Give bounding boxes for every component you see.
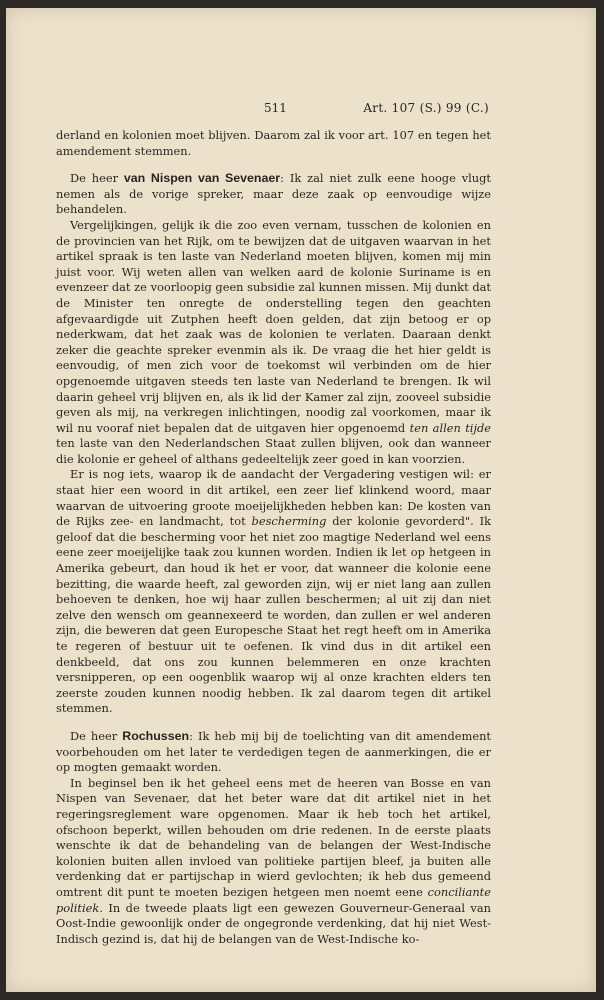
speaker-text: : Ik zal niet zulk eene hooge vlugt nemen als de vorige spreker, maar deze zaak op eenvoudige wijze behandelen. bbox=[56, 171, 491, 217]
speaker-name: van Nispen van Sevenaer bbox=[123, 171, 281, 186]
italic-phrase: bescherming bbox=[251, 514, 327, 529]
document-page bbox=[6, 8, 596, 992]
paragraph-text: In beginsel ben ik het geheel eens met de heeren van Bosse en van Nispen van Sevenaer, dat het beter ware dat dit artikel niet in het regeringsreglement ware opgenomen. Maar ik heb toch het artikel, ofschoon beperkt, willen behouden om drie redenen. In de eerste plaats wenschte ik dat de behandeling van de belangen der West-Indische kolonien buiten allen invloed van politieke partijen bleef, ja buiten alle verdenking dat er partijschap in wierd gevlochten; ik heb dus gemeend omtrent dit punt te moeten bezigen hetgeen men noemt eene bbox=[56, 775, 491, 899]
article-reference: Art. 107 (S.) 99 (C.) bbox=[363, 101, 489, 115]
body-text bbox=[56, 128, 491, 947]
paragraph bbox=[56, 776, 491, 948]
spacer bbox=[56, 717, 491, 729]
paragraph-text: Er is nog iets, waarop ik de aandacht der Vergadering vestigen wil: er staat hier een woord in dit artikel, een zeer lief klinkend woord, maar waarvan de uitvoering groote moeijelijkheden hebben kan: De kosten van de Rijks zee- en landmacht, tot bbox=[56, 467, 491, 529]
paragraph-speaker-rochussen bbox=[56, 729, 491, 776]
paragraph-text: der kolonie gevorderd". Ik geloof dat die bescherming voor het niet zoo magtige Nederland wel eens eene zeer moeijelijke taak zou kunnen worden. Indien ik let op hetgeen in Amerika gebeurt, dan houd ik het er voor, dat wanneer die kolonie eene bezitting, die waarde heeft, zal geworden zijn, wij er niet lang aan zullen behoeven te denken, hoe wij haar zullen beschermen; al uit zij dan niet zelve den wensch om geannexeerd te worden, dan zullen er wel anderen zijn, die beweren dat geen Europesche Staat het regt heeft om in Amerika te regeren of bestuur uit te oefenen. Ik vind dus in dit artikel een denkbeeld, dat ons zou kunnen belemmeren en onze krachten versnipperen, op een oogenblik waarop wij al onze krachten elders ten zeerste zouden kunnen noodig hebben. Ik zal daarom tegen dit artikel stemmen. bbox=[56, 514, 491, 716]
speaker-intro: De heer bbox=[70, 171, 124, 186]
paragraph-text: . In de tweede plaats ligt een gewezen Gouverneur-Generaal van Oost-Indie gewoonlijk onder de ongegronde verdenking, dat hij niet West-Indisch gezind is, dat hij de belangen van de West-Indische ko- bbox=[56, 900, 491, 946]
paragraph-text: Vergelijkingen, gelijk ik die zoo even vernam, tusschen de kolonien en de provincien van het Rijk, om te bewijzen dat de uitgaven waarvan in het artikel spraak is ten laste van Nederland moeten blijven, komen mij min juist voor. Wij weten allen van welken aard de kolonie Suriname is en evenzeer dat ze voorloopig geen subsidie zal kunnen missen. Mij dunkt dat de Minister ten onregte de onderstelling tegen den geachten afgevaardigde uit Zutphen heeft doen gelden, dat zijn betoog er op nederkwam, dat het zaak was de kolonien te verlaten. Daaraan denkt zeker die geachte spreker evenmin als ik. De vraag die het hier geldt is eenvoudig, of men zich voor de toekomst wil verbinden om de hier opgenoemde uitgaven steeds ten laste van Nederland te brengen. Ik wil daarin geheel vrij blijven en, als ik lid der Kamer zal zijn, zooveel subsidie geven als mij, na verkregen inlichtingen, noodig zal voorkomen, maar ik wil nu vooraf niet bepalen dat de uitgaven hier opgenoemd bbox=[56, 217, 491, 435]
page-number: 511 bbox=[264, 101, 287, 115]
italic-phrase: ten allen tijde bbox=[409, 420, 492, 435]
italic-phrase: conciliante politiek bbox=[56, 884, 491, 915]
paragraph bbox=[56, 467, 491, 717]
spacer bbox=[56, 159, 491, 171]
paragraph bbox=[56, 218, 491, 468]
speaker-text: : Ik heb mij bij de toelichting van dit amendement voorbehouden om het later te verdedigen tegen de aanmerkingen, die er op mogten gemaakt worden. bbox=[56, 728, 491, 775]
paragraph-text: ten laste van den Nederlandschen Staat zullen blijven, ook dan wanneer die kolonie er geheel of althans gedeeltelijk zeer goed in kan voorzien. bbox=[56, 436, 491, 466]
paragraph-speaker-van-nispen bbox=[56, 171, 491, 218]
speaker-intro: De heer bbox=[70, 728, 123, 743]
speaker-name: Rochussen bbox=[122, 728, 190, 743]
paragraph: derland en kolonien moet blijven. Daarom zal ik voor art. 107 en tegen het amendement stemmen. bbox=[56, 128, 491, 158]
